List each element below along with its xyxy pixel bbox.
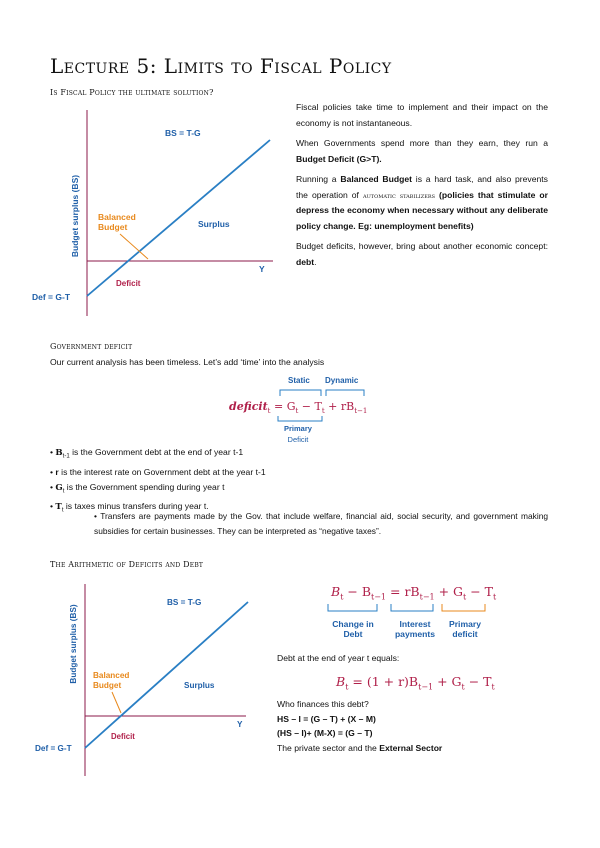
surplus-label: Surplus [198,219,230,229]
financing-text [277,697,442,755]
static-dynamic-brackets [278,386,368,398]
x-axis-label: Y [259,264,265,274]
who-finances: Who finances this debt? [277,699,369,709]
section2-intro: Our current analysis has been timeless. Let’s add ‘time’ into the analysis [50,357,325,367]
transfers-note: • Transfers are payments made by the Gov. that include welfare, financial aid, social security, and government making subsidies for certain businesses. They can be interpreted as “negative taxes”. [94,511,549,536]
definitions-list [50,446,266,517]
section2-heading: Government deficit [50,342,133,351]
debt-end-text: Debt at the end of year t equals: [277,653,400,663]
paragraph-deficit: When Governments spend more than they earn, they run a Budget Deficit (G>T). [296,138,548,164]
section1-text [296,100,548,270]
paragraph-balanced: Running a Balanced Budget is a hard task, and also prevents the operation of automatic stabilizers (policies that stimulate or depress the economy when necessary without any deliberate policy change. Eg: unemployment benefits) [296,174,548,231]
debt-equation-brackets [325,602,495,616]
surplus-label: Surplus [184,681,215,690]
section3-heading: The Arithmetic of Deficits and Debt [50,560,204,569]
deficit-label: Deficit [111,732,135,741]
identity-2: (HS – I)+ (M-X) = (G – T) [277,728,373,738]
y-axis-label: Budget surplus (BS) [69,604,78,684]
list-item: • $B_{t-1}$ is the Government debt at the end of year t-1 [50,447,244,460]
line-label: BS = T-G [165,128,201,138]
balanced-label-2: Budget [93,681,122,690]
budget-chart-2 [30,580,260,780]
balanced-pointer [112,692,121,713]
list-item: • r is the interest rate on Government debt at the year t-1 [50,466,266,477]
primary-deficit-annotation: Primary deficit [448,619,481,639]
debt-level-equation: $B_t = (1 + r)B_{t-1} + G_t - T_t$ [336,674,495,692]
page-title: Lecture 5: Limits to Fiscal Policy [50,54,392,78]
x-axis-label: Y [237,720,243,729]
paragraph-debt: Budget deficits, however, bring about another economic concept: debt. [296,241,548,267]
private-external-sector: The private sector and the External Sector [277,742,443,753]
section1-heading: Is Fiscal Policy the ultimate solution? [50,88,214,97]
deficit-label: Deficit [116,279,141,288]
static-label: Static [288,376,310,385]
interest-payments-annotation: Interest payments [394,619,436,639]
paragraph-lag: Fiscal policies take time to implement and their impact on the economy is not instantaneous. [296,102,548,128]
deficit-equation-block [0,372,600,442]
change-in-debt-annotation: Change in Debt [332,619,374,639]
list-item: • $T_t$ is taxes minus transfers during year t. [50,501,209,515]
balanced-label-1: Balanced [98,212,136,222]
y-axis-label: Budget surplus (BS) [70,174,80,258]
budget-chart-1 [30,106,280,322]
primary-deficit-label: Primary Deficit [284,424,312,444]
debt-change-equation: $B_t - B_{t-1} = rB_{t-1} + G_t - T_t$ [331,584,497,602]
identity-1: HS – I = (G – T) + (X – M) [277,713,376,724]
line-label: BS = T-G [167,598,202,607]
intercept-label: Def = G-T [35,744,72,753]
balanced-label-1: Balanced [93,671,130,680]
dynamic-label: Dynamic [325,376,359,385]
deficit-equation: deficit$_t$ = $G_t - T_t + rB_{t-1}$ [229,400,368,416]
list-item: • $G_t$ is the Government spending during year t [50,481,225,495]
balanced-label-2: Budget [98,222,128,232]
intercept-label: Def = G-T [32,292,71,302]
